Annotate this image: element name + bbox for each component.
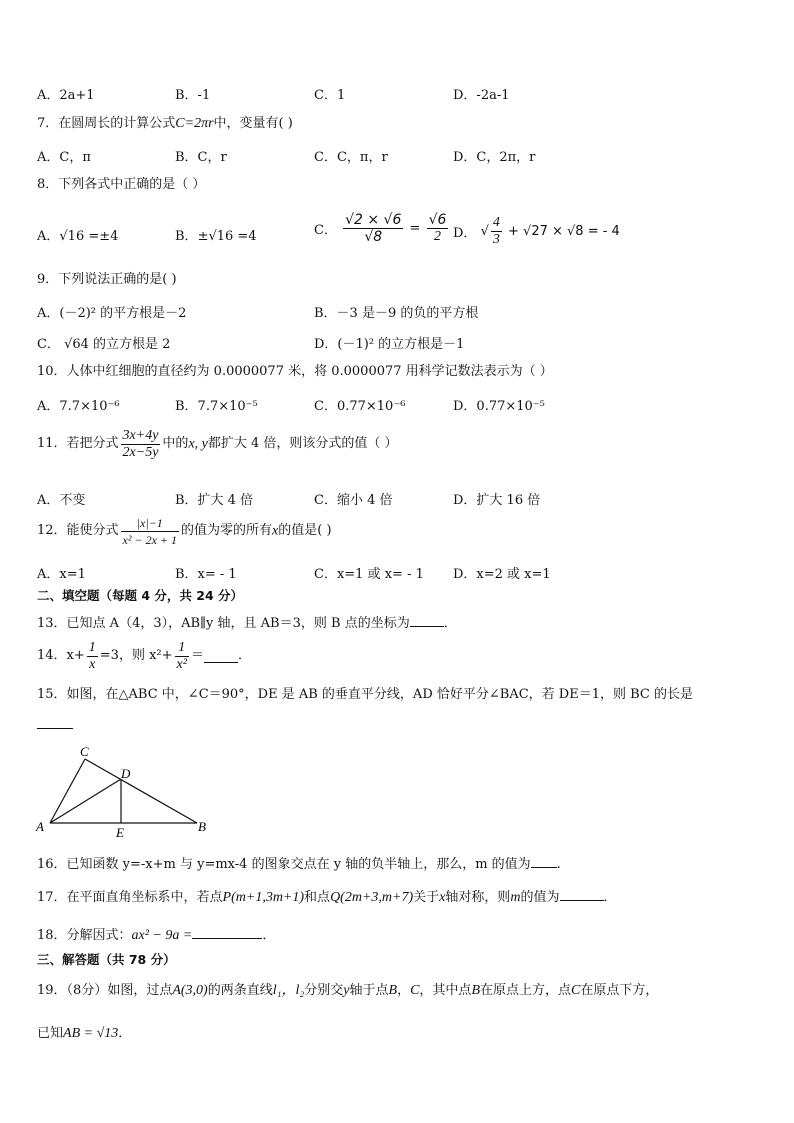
q18: 18．分解因式：ax² − 9a = ．: [37, 928, 276, 943]
q15-answer-line: [37, 716, 73, 735]
q12-option-d: D．x=2 或 x=1: [453, 567, 551, 582]
q17-answer-blank[interactable]: [560, 888, 604, 901]
q14: 14．x+ $\frac{1}{x}$ =3，则 x²+ $\frac{1}{\text{x²}}$ ＝ ．: [37, 640, 251, 672]
q12-option-a: A．x=1: [37, 567, 86, 582]
q8-option-d-frac: $\frac{4}{3}$: [492, 215, 500, 247]
q12-fraction: $\frac{|x|-1}{\text{x² − 2x + 1}}$: [122, 516, 177, 547]
q10-option-a: A．7.7×10⁻⁶: [37, 399, 120, 414]
q8-option-a: A．√16 =±4: [37, 229, 119, 244]
q8-stem: 8．下列各式中正确的是（ ）: [37, 177, 206, 192]
q13: 13．已知点 A（4，3），AB∥y 轴，且 AB＝3，则 B 点的坐标为 ．: [37, 616, 457, 631]
q9-option-b: B．－3 是－9 的负的平方根: [314, 306, 479, 321]
q8-option-c: C． $\frac{√2 \times √6}{√8}$ = $\frac{√6}{2}$: [314, 212, 447, 245]
q16-answer-blank[interactable]: [531, 855, 557, 868]
q17: 17．在平面直角坐标系中，若点P(m+1,3m+1)和点Q(2m+3,m+7)关于x轴对称，则m的值为 ．: [37, 890, 617, 905]
q19-line-2: 已知AB = √13．: [37, 1026, 132, 1041]
q15-answer-blank[interactable]: [37, 716, 73, 729]
label-c: C: [80, 744, 89, 759]
q8-option-b: B．±√16 =4: [175, 229, 257, 244]
q15-stem: 15．如图，在△ABC 中，∠C＝90°，DE 是 AB 的垂直平分线，AD 恰好平分∠BAC，若 DE＝1，则 BC 的长是: [37, 687, 693, 702]
q7-option-d: D．C，2π，r: [453, 150, 536, 165]
section-answer-title: 三、解答题（共 78 分）: [37, 952, 176, 967]
q8-option-c-rhs: $\frac{√6}{2}$: [428, 212, 447, 244]
q6-option-b: B．-1: [175, 88, 211, 103]
q8-option-a-expr: √16 =±4: [59, 229, 119, 244]
q12-stem: 12．能使分式 $\frac{|x|-1}{\text{x² − 2x + 1}}$ 的值为零的所有x的值是( ): [37, 516, 332, 547]
q9-option-a: A．(－2)² 的平方根是－2: [37, 306, 187, 321]
q12-option-c: C．x=1 或 x= - 1: [314, 567, 424, 582]
q6-option-d: D．-2a-1: [453, 88, 510, 103]
q13-answer-blank[interactable]: [410, 614, 444, 627]
q10-option-b: B．7.7×10⁻⁵: [175, 399, 258, 414]
q7-option-b: B．C，r: [175, 150, 227, 165]
q8-option-b-expr: ±√16 =4: [197, 229, 257, 244]
q18-answer-blank[interactable]: [192, 926, 262, 939]
q16: 16．已知函数 y=-x+m 与 y=mx-4 的图象交点在 y 轴的负半轴上，那么，m 的值为 .: [37, 857, 561, 872]
q14-answer-blank[interactable]: [204, 650, 238, 663]
q9-option-d: D．(－1)² 的立方根是－1: [314, 337, 465, 352]
q11-option-b: B．扩大 4 倍: [175, 493, 254, 508]
q7-option-a: A．C，π: [37, 150, 91, 165]
q11-fraction: $\frac{3x+4y}{2x-5y}$: [122, 428, 159, 460]
q9-stem: 9．下列说法正确的是( ): [37, 272, 177, 287]
q10-option-c: C．0.77×10⁻⁶: [314, 399, 406, 414]
q12-option-b: B．x= - 1: [175, 567, 237, 582]
q10-option-d: D．0.77×10⁻⁵: [453, 399, 545, 414]
q14-fraction-2: $\frac{1}{\text{x²}}$: [176, 640, 187, 672]
label-a: A: [36, 819, 44, 834]
label-b: B: [198, 819, 206, 834]
q19-line-1: 19．（8分）如图，过点A(3,0)的两条直线l₁，l₂分别交y轴于点B，C，其中点B在原点上方，点C在原点下方，: [37, 983, 659, 998]
q7-option-c: C．C，π，r: [314, 150, 388, 165]
q7-stem: 7．在圆周长的计算公式C=2πr中，变量有( ): [37, 116, 293, 131]
label-e: E: [116, 825, 124, 838]
q10-stem: 10．人体中红细胞的直径约为 0.0000077 米，将 0.0000077 用科学记数法表示为（ ）: [37, 364, 553, 379]
q6-option-a: A．2a+1: [37, 88, 95, 103]
q11-option-c: C．缩小 4 倍: [314, 493, 393, 508]
q9-option-c: C． √64 的立方根是 2: [37, 337, 171, 352]
section-fill-in-title: 二、填空题（每题 4 分，共 24 分）: [37, 588, 244, 603]
q8-option-d: D． √ $\frac{4}{3}$ + √27 × √8 = - 4: [453, 215, 620, 247]
q6-option-c: C．1: [314, 88, 346, 103]
q11-option-d: D．扩大 16 倍: [453, 493, 541, 508]
q11-option-a: A．不变: [37, 493, 86, 508]
q11-stem: 11．若把分式 $\frac{3x+4y}{2x-5y}$ 中的x, y都扩大 4 倍，则该分式的值（ ）: [37, 428, 398, 460]
q15-triangle-figure: [34, 742, 214, 838]
q8-option-c-expr: $\frac{√2 \times √6}{√8}$: [345, 212, 402, 245]
label-d: D: [121, 766, 131, 781]
q14-fraction-1: $\frac{1}{x}$: [88, 640, 96, 672]
